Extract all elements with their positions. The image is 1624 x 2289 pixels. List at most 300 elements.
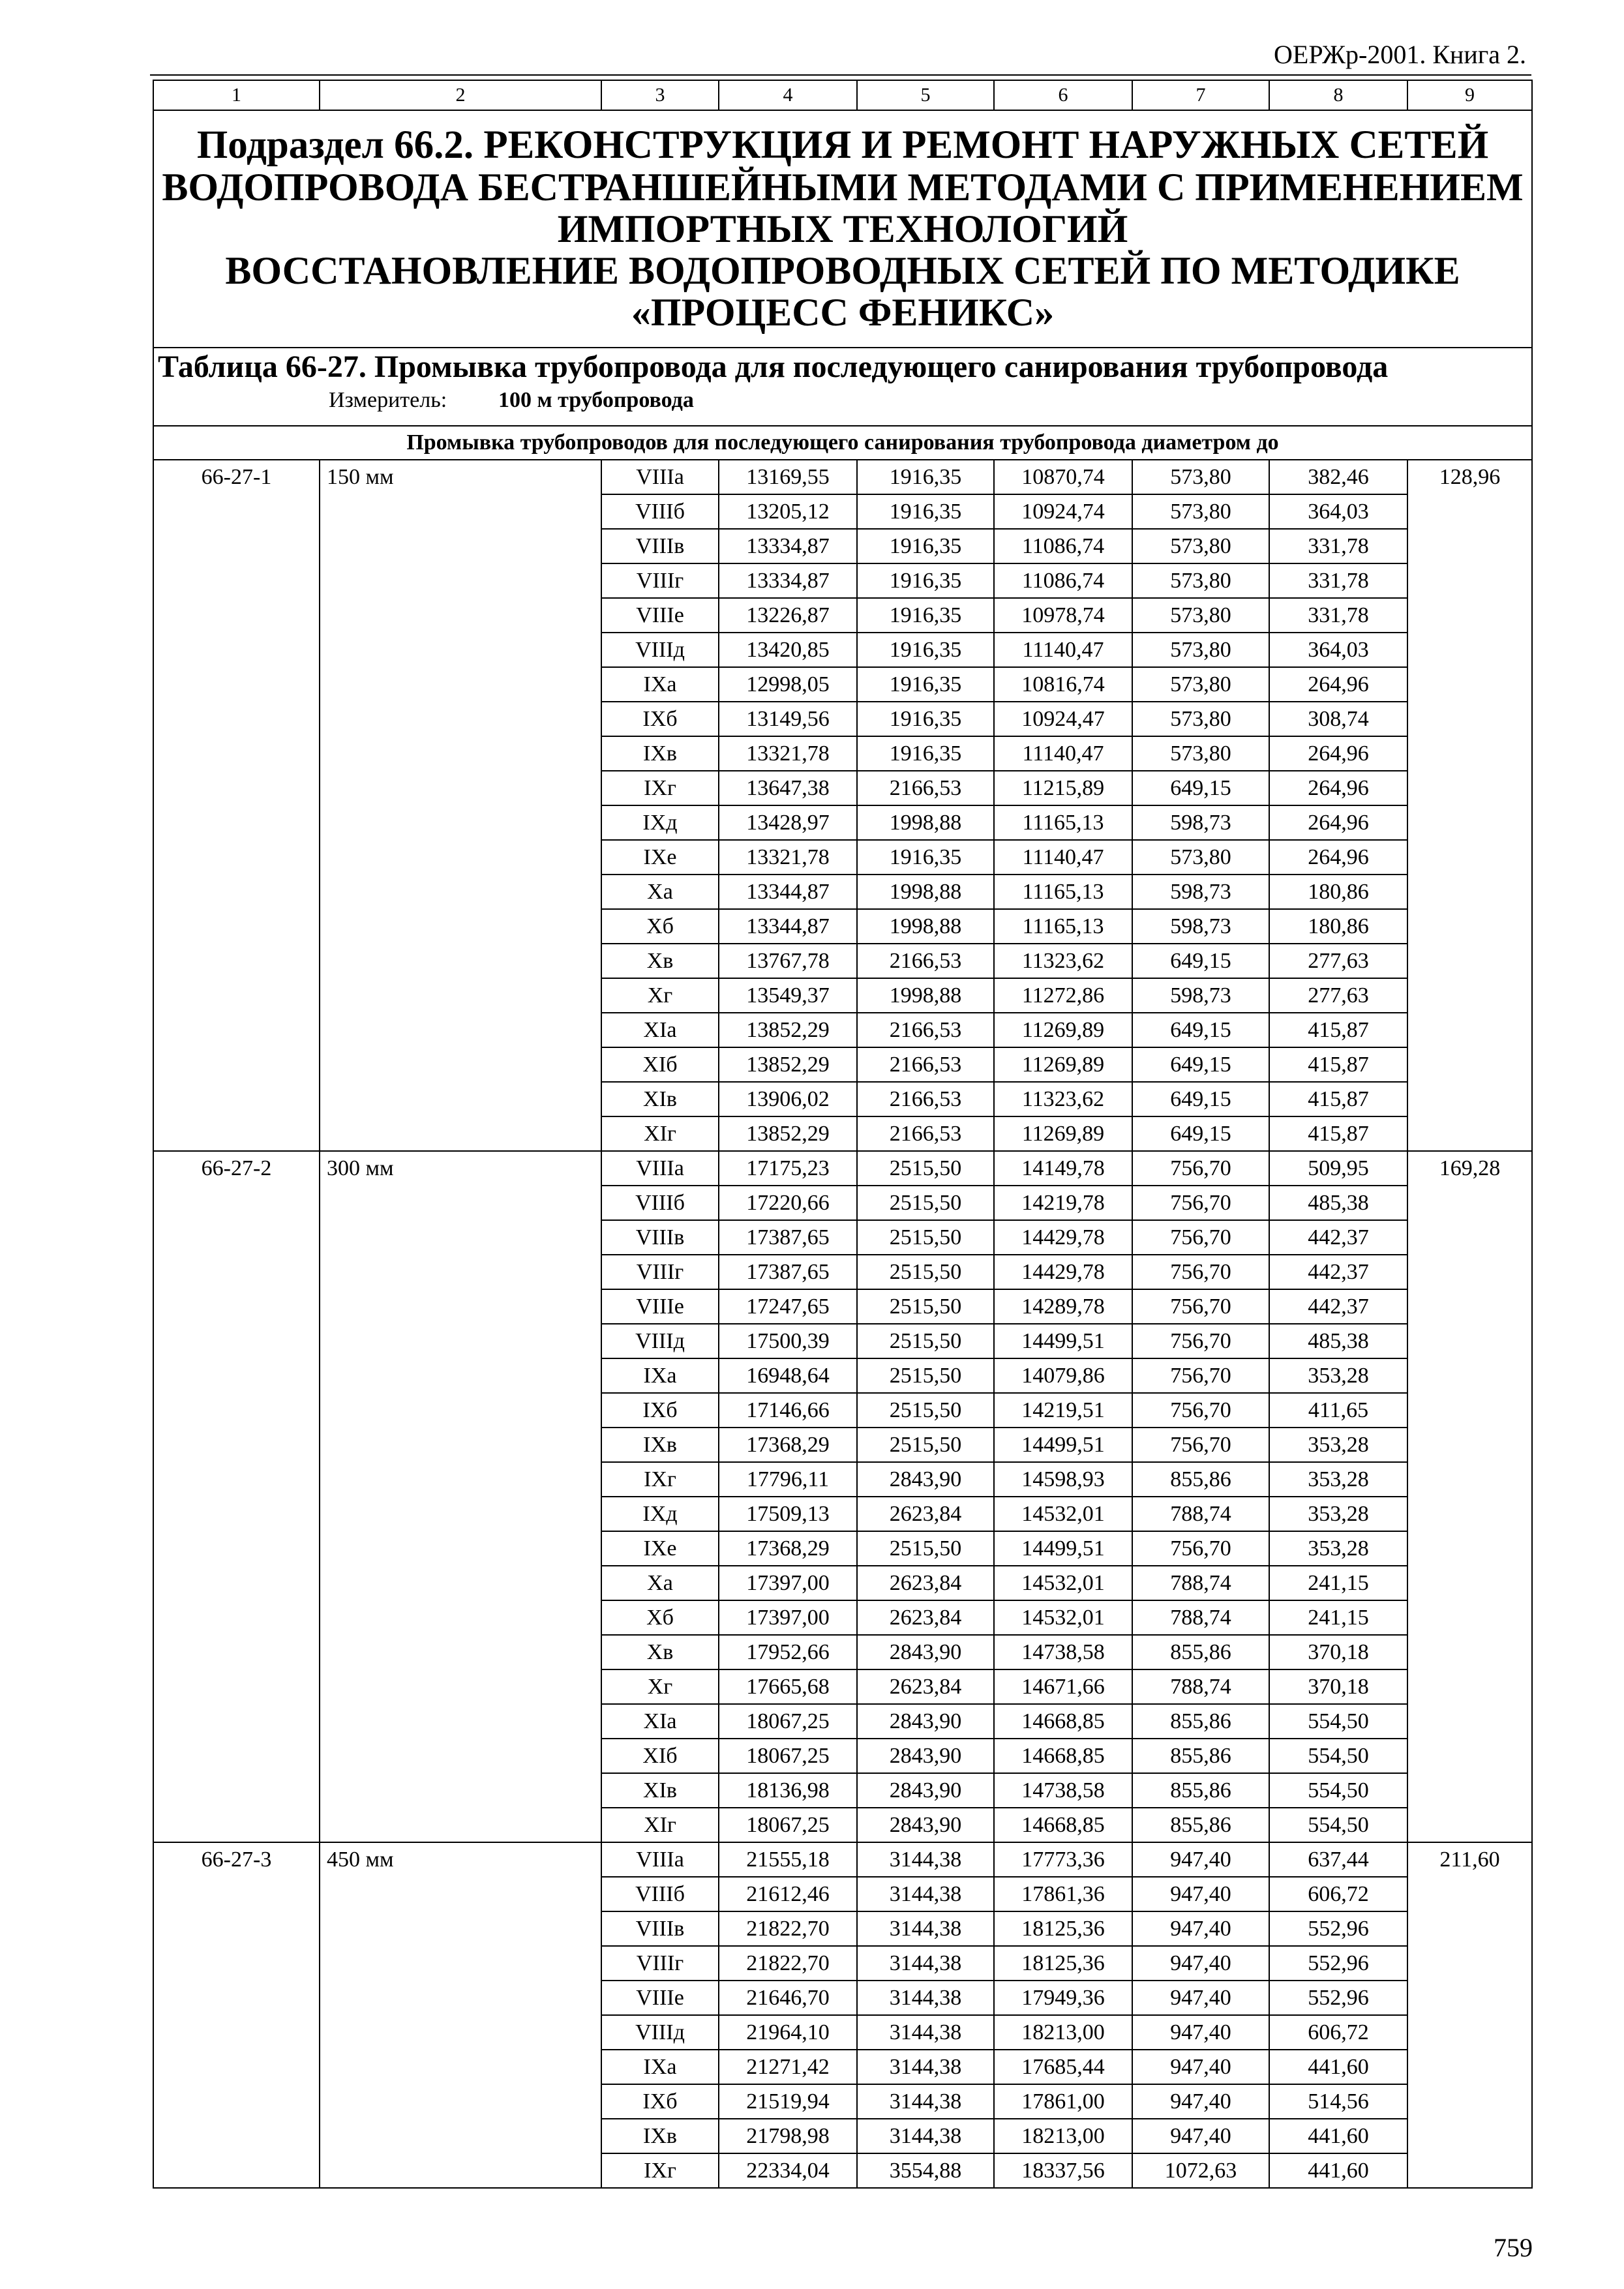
operator-wage: 573,80 — [1132, 460, 1269, 494]
labor-hours: 128,96 — [1407, 460, 1532, 1151]
labor-cost: 2515,50 — [857, 1255, 994, 1289]
machine-cost: 17949,36 — [994, 1981, 1132, 2015]
material-cost: 552,96 — [1269, 1981, 1407, 2015]
labor-cost: 2843,90 — [857, 1704, 994, 1739]
operator-wage: 756,70 — [1132, 1393, 1269, 1428]
machine-cost: 11215,89 — [994, 771, 1132, 805]
operator-wage: 855,86 — [1132, 1808, 1269, 1842]
material-cost: 552,96 — [1269, 1946, 1407, 1981]
operator-wage: 947,40 — [1132, 1946, 1269, 1981]
column-number: 6 — [994, 80, 1132, 110]
total-cost: 13226,87 — [719, 598, 857, 633]
total-cost: 17665,68 — [719, 1669, 857, 1704]
region-class: IXе — [601, 1531, 719, 1566]
machine-cost: 11086,74 — [994, 563, 1132, 598]
labor-cost: 2623,84 — [857, 1497, 994, 1531]
machine-cost: 17861,36 — [994, 1877, 1132, 1911]
material-cost: 331,78 — [1269, 529, 1407, 563]
region-class: VIIIв — [601, 529, 719, 563]
region-class: IXг — [601, 2153, 719, 2188]
total-cost: 13647,38 — [719, 771, 857, 805]
material-cost: 353,28 — [1269, 1531, 1407, 1566]
labor-cost: 3144,38 — [857, 1911, 994, 1946]
machine-cost: 18213,00 — [994, 2015, 1132, 2050]
total-cost: 22334,04 — [719, 2153, 857, 2188]
total-cost: 13344,87 — [719, 909, 857, 944]
machine-cost: 14219,51 — [994, 1393, 1132, 1428]
labor-cost: 2515,50 — [857, 1151, 994, 1186]
total-cost: 17146,66 — [719, 1393, 857, 1428]
region-class: VIIIд — [601, 1324, 719, 1358]
material-cost: 411,65 — [1269, 1393, 1407, 1428]
machine-cost: 18125,36 — [994, 1911, 1132, 1946]
region-class: IXа — [601, 667, 719, 702]
total-cost: 13334,87 — [719, 563, 857, 598]
operator-wage: 573,80 — [1132, 563, 1269, 598]
operator-wage: 649,15 — [1132, 1013, 1269, 1047]
region-class: VIIIе — [601, 1289, 719, 1324]
labor-cost: 3144,38 — [857, 2015, 994, 2050]
region-class: Xв — [601, 944, 719, 978]
machine-cost: 11269,89 — [994, 1013, 1132, 1047]
operator-wage: 573,80 — [1132, 633, 1269, 667]
machine-cost: 14668,85 — [994, 1808, 1132, 1842]
total-cost: 16948,64 — [719, 1358, 857, 1393]
region-class: IXа — [601, 2050, 719, 2084]
labor-cost: 1916,35 — [857, 494, 994, 529]
material-cost: 485,38 — [1269, 1186, 1407, 1220]
material-cost: 415,87 — [1269, 1116, 1407, 1151]
material-cost: 637,44 — [1269, 1842, 1407, 1877]
operator-wage: 947,40 — [1132, 1911, 1269, 1946]
table-title-row — [153, 348, 1532, 426]
material-cost: 554,50 — [1269, 1739, 1407, 1773]
operator-wage: 573,80 — [1132, 736, 1269, 771]
table-title: Таблица 66-27. Промывка трубопровода для последующего санирования трубопровода — [158, 350, 1389, 384]
page-number: 759 — [1494, 2233, 1533, 2262]
machine-cost: 11086,74 — [994, 529, 1132, 563]
labor-cost: 1916,35 — [857, 840, 994, 875]
labor-cost: 2166,53 — [857, 771, 994, 805]
machine-cost: 11140,47 — [994, 736, 1132, 771]
operator-wage: 756,70 — [1132, 1428, 1269, 1462]
labor-cost: 2166,53 — [857, 1013, 994, 1047]
material-cost: 442,37 — [1269, 1220, 1407, 1255]
operator-wage: 855,86 — [1132, 1704, 1269, 1739]
operator-wage: 649,15 — [1132, 771, 1269, 805]
total-cost: 21519,94 — [719, 2084, 857, 2119]
operator-wage: 855,86 — [1132, 1635, 1269, 1669]
material-cost: 441,60 — [1269, 2153, 1407, 2188]
material-cost: 382,46 — [1269, 460, 1407, 494]
labor-cost: 2515,50 — [857, 1531, 994, 1566]
machine-cost: 11165,13 — [994, 909, 1132, 944]
total-cost: 12998,05 — [719, 667, 857, 702]
labor-cost: 2843,90 — [857, 1808, 994, 1842]
operator-wage: 947,40 — [1132, 2119, 1269, 2153]
machine-cost: 11269,89 — [994, 1047, 1132, 1082]
total-cost: 17796,11 — [719, 1462, 857, 1497]
total-cost: 21271,42 — [719, 2050, 857, 2084]
region-class: IXб — [601, 1393, 719, 1428]
material-cost: 264,96 — [1269, 736, 1407, 771]
rate-code: 66-27-3 — [153, 1842, 320, 2188]
running-head: ОЕРЖр-2001. Книга 2. — [1274, 40, 1526, 69]
total-cost: 13344,87 — [719, 875, 857, 909]
unit-value: 100 м трубопровода — [498, 388, 694, 412]
material-cost: 264,96 — [1269, 840, 1407, 875]
material-cost: 331,78 — [1269, 598, 1407, 633]
region-class: VIIIе — [601, 1981, 719, 2015]
column-number: 3 — [601, 80, 719, 110]
total-cost: 13852,29 — [719, 1116, 857, 1151]
section-title-line: «ПРОЦЕСС ФЕНИКС» — [631, 291, 1055, 334]
material-cost: 353,28 — [1269, 1358, 1407, 1393]
material-cost: 552,96 — [1269, 1911, 1407, 1946]
region-class: VIIIг — [601, 1946, 719, 1981]
total-cost: 13549,37 — [719, 978, 857, 1013]
total-cost: 18067,25 — [719, 1704, 857, 1739]
total-cost: 13334,87 — [719, 529, 857, 563]
region-class: VIIIв — [601, 1911, 719, 1946]
labor-cost: 3144,38 — [857, 2050, 994, 2084]
operator-wage: 756,70 — [1132, 1358, 1269, 1393]
total-cost: 13321,78 — [719, 840, 857, 875]
machine-cost: 14532,01 — [994, 1600, 1132, 1635]
total-cost: 21646,70 — [719, 1981, 857, 2015]
machine-cost: 14738,58 — [994, 1635, 1132, 1669]
total-cost: 13428,97 — [719, 805, 857, 840]
material-cost: 277,63 — [1269, 944, 1407, 978]
material-cost: 442,37 — [1269, 1289, 1407, 1324]
total-cost: 21822,70 — [719, 1911, 857, 1946]
section-title-row — [153, 110, 1532, 348]
operator-wage: 947,40 — [1132, 2084, 1269, 2119]
labor-cost: 3554,88 — [857, 2153, 994, 2188]
labor-cost: 3144,38 — [857, 2119, 994, 2153]
machine-cost: 14079,86 — [994, 1358, 1132, 1393]
material-cost: 441,60 — [1269, 2050, 1407, 2084]
total-cost: 17220,66 — [719, 1186, 857, 1220]
material-cost: 606,72 — [1269, 2015, 1407, 2050]
machine-cost: 14671,66 — [994, 1669, 1132, 1704]
machine-cost: 14289,78 — [994, 1289, 1132, 1324]
region-class: VIIIб — [601, 1877, 719, 1911]
machine-cost: 10870,74 — [994, 460, 1132, 494]
total-cost: 18067,25 — [719, 1739, 857, 1773]
total-cost: 17952,66 — [719, 1635, 857, 1669]
labor-cost: 1916,35 — [857, 460, 994, 494]
total-cost: 17397,00 — [719, 1566, 857, 1600]
table-row — [153, 1842, 1532, 1877]
machine-cost: 11272,86 — [994, 978, 1132, 1013]
region-class: IXб — [601, 702, 719, 736]
machine-cost: 14598,93 — [994, 1462, 1132, 1497]
total-cost: 17368,29 — [719, 1428, 857, 1462]
material-cost: 277,63 — [1269, 978, 1407, 1013]
region-class: XIа — [601, 1013, 719, 1047]
region-class: Xа — [601, 1566, 719, 1600]
labor-cost: 2623,84 — [857, 1566, 994, 1600]
section-title — [153, 110, 1532, 348]
material-cost: 554,50 — [1269, 1808, 1407, 1842]
region-class: XIг — [601, 1808, 719, 1842]
table-row — [153, 460, 1532, 494]
region-class: IXб — [601, 2084, 719, 2119]
region-class: Xв — [601, 1635, 719, 1669]
labor-cost: 1916,35 — [857, 633, 994, 667]
region-class: VIIIа — [601, 1842, 719, 1877]
machine-cost: 14532,01 — [994, 1566, 1132, 1600]
operator-wage: 756,70 — [1132, 1220, 1269, 1255]
region-class: VIIIд — [601, 2015, 719, 2050]
material-cost: 241,15 — [1269, 1566, 1407, 1600]
machine-cost: 10978,74 — [994, 598, 1132, 633]
operator-wage: 598,73 — [1132, 805, 1269, 840]
subsection-label: Промывка трубопроводов для последующего санирования трубопровода диаметром до — [153, 426, 1532, 460]
region-class: IXа — [601, 1358, 719, 1393]
region-class: XIб — [601, 1739, 719, 1773]
unit-label: Измеритель: — [329, 388, 447, 412]
pipe-diameter: 450 мм — [320, 1842, 601, 2188]
total-cost: 21822,70 — [719, 1946, 857, 1981]
machine-cost: 14499,51 — [994, 1428, 1132, 1462]
operator-wage: 788,74 — [1132, 1669, 1269, 1704]
operator-wage: 947,40 — [1132, 2050, 1269, 2084]
total-cost: 13420,85 — [719, 633, 857, 667]
header-rule — [150, 74, 1531, 76]
machine-cost: 14429,78 — [994, 1255, 1132, 1289]
operator-wage: 573,80 — [1132, 598, 1269, 633]
labor-cost: 2515,50 — [857, 1428, 994, 1462]
operator-wage: 947,40 — [1132, 1981, 1269, 2015]
material-cost: 370,18 — [1269, 1669, 1407, 1704]
labor-cost: 2515,50 — [857, 1393, 994, 1428]
region-class: IXв — [601, 1428, 719, 1462]
machine-cost: 14738,58 — [994, 1773, 1132, 1808]
machine-cost: 17685,44 — [994, 2050, 1132, 2084]
region-class: Xа — [601, 875, 719, 909]
total-cost: 13149,56 — [719, 702, 857, 736]
material-cost: 514,56 — [1269, 2084, 1407, 2119]
operator-wage: 649,15 — [1132, 1116, 1269, 1151]
labor-cost: 2843,90 — [857, 1635, 994, 1669]
total-cost: 17247,65 — [719, 1289, 857, 1324]
operator-wage: 855,86 — [1132, 1773, 1269, 1808]
table-caption — [153, 348, 1532, 426]
total-cost: 17397,00 — [719, 1600, 857, 1635]
operator-wage: 756,70 — [1132, 1289, 1269, 1324]
material-cost: 264,96 — [1269, 667, 1407, 702]
operator-wage: 947,40 — [1132, 1842, 1269, 1877]
material-cost: 241,15 — [1269, 1600, 1407, 1635]
total-cost: 17387,65 — [719, 1220, 857, 1255]
region-class: VIIIг — [601, 563, 719, 598]
labor-cost: 2515,50 — [857, 1358, 994, 1393]
material-cost: 415,87 — [1269, 1013, 1407, 1047]
pipe-diameter: 300 мм — [320, 1151, 601, 1842]
material-cost: 370,18 — [1269, 1635, 1407, 1669]
labor-cost: 1998,88 — [857, 875, 994, 909]
rate-code: 66-27-1 — [153, 460, 320, 1151]
operator-wage: 855,86 — [1132, 1462, 1269, 1497]
material-cost: 509,95 — [1269, 1151, 1407, 1186]
region-class: IXв — [601, 736, 719, 771]
labor-cost: 2843,90 — [857, 1773, 994, 1808]
operator-wage: 788,74 — [1132, 1566, 1269, 1600]
material-cost: 353,28 — [1269, 1462, 1407, 1497]
material-cost: 264,96 — [1269, 771, 1407, 805]
machine-cost: 10924,74 — [994, 494, 1132, 529]
machine-cost: 11165,13 — [994, 875, 1132, 909]
operator-wage: 573,80 — [1132, 529, 1269, 563]
total-cost: 18067,25 — [719, 1808, 857, 1842]
section-title-line: ВОДОПРОВОДА БЕСТРАНШЕЙНЫМИ МЕТОДАМИ С ПРИМЕНЕНИЕМ — [162, 166, 1524, 209]
total-cost: 17500,39 — [719, 1324, 857, 1358]
total-cost: 17175,23 — [719, 1151, 857, 1186]
labor-cost: 1916,35 — [857, 702, 994, 736]
labor-cost: 2166,53 — [857, 1116, 994, 1151]
column-number-row — [153, 80, 1532, 110]
machine-cost: 11269,89 — [994, 1116, 1132, 1151]
pipe-diameter: 150 мм — [320, 460, 601, 1151]
machine-cost: 10924,47 — [994, 702, 1132, 736]
material-cost: 180,86 — [1269, 909, 1407, 944]
machine-cost: 10816,74 — [994, 667, 1132, 702]
total-cost: 13852,29 — [719, 1013, 857, 1047]
operator-wage: 598,73 — [1132, 909, 1269, 944]
labor-cost: 2843,90 — [857, 1462, 994, 1497]
total-cost: 17509,13 — [719, 1497, 857, 1531]
operator-wage: 756,70 — [1132, 1324, 1269, 1358]
material-cost: 331,78 — [1269, 563, 1407, 598]
column-number: 7 — [1132, 80, 1269, 110]
material-cost: 554,50 — [1269, 1704, 1407, 1739]
section-title-line: Подраздел 66.2. РЕКОНСТРУКЦИЯ И РЕМОНТ НАРУЖНЫХ СЕТЕЙ — [196, 123, 1489, 167]
machine-cost: 14149,78 — [994, 1151, 1132, 1186]
machine-cost: 11140,47 — [994, 840, 1132, 875]
operator-wage: 788,74 — [1132, 1497, 1269, 1531]
region-class: XIв — [601, 1082, 719, 1116]
region-class: IXг — [601, 771, 719, 805]
operator-wage: 649,15 — [1132, 944, 1269, 978]
column-number: 4 — [719, 80, 857, 110]
rates-table — [153, 80, 1533, 2189]
machine-cost: 11165,13 — [994, 805, 1132, 840]
region-class: IXд — [601, 1497, 719, 1531]
material-cost: 442,37 — [1269, 1255, 1407, 1289]
total-cost: 21798,98 — [719, 2119, 857, 2153]
table-row — [153, 1151, 1532, 1186]
labor-cost: 1916,35 — [857, 598, 994, 633]
total-cost: 13169,55 — [719, 460, 857, 494]
total-cost: 13767,78 — [719, 944, 857, 978]
machine-cost: 11323,62 — [994, 944, 1132, 978]
operator-wage: 756,70 — [1132, 1255, 1269, 1289]
operator-wage: 649,15 — [1132, 1047, 1269, 1082]
total-cost: 21555,18 — [719, 1842, 857, 1877]
region-class: VIIIд — [601, 633, 719, 667]
column-number: 5 — [857, 80, 994, 110]
operator-wage: 598,73 — [1132, 978, 1269, 1013]
material-cost: 441,60 — [1269, 2119, 1407, 2153]
region-class: XIв — [601, 1773, 719, 1808]
labor-cost: 2166,53 — [857, 1082, 994, 1116]
region-class: Xг — [601, 978, 719, 1013]
labor-cost: 1916,35 — [857, 563, 994, 598]
material-cost: 353,28 — [1269, 1428, 1407, 1462]
region-class: Xб — [601, 1600, 719, 1635]
material-cost: 264,96 — [1269, 805, 1407, 840]
column-number: 9 — [1407, 80, 1532, 110]
section-title-line: ИМПОРТНЫХ ТЕХНОЛОГИЙ — [557, 207, 1128, 250]
region-class: VIIIа — [601, 1151, 719, 1186]
material-cost: 606,72 — [1269, 1877, 1407, 1911]
material-cost: 415,87 — [1269, 1047, 1407, 1082]
labor-hours: 211,60 — [1407, 1842, 1532, 2188]
region-class: IXв — [601, 2119, 719, 2153]
region-class: Xг — [601, 1669, 719, 1704]
machine-cost: 14499,51 — [994, 1324, 1132, 1358]
operator-wage: 855,86 — [1132, 1739, 1269, 1773]
labor-cost: 2843,90 — [857, 1739, 994, 1773]
machine-cost: 14499,51 — [994, 1531, 1132, 1566]
operator-wage: 649,15 — [1132, 1082, 1269, 1116]
labor-cost: 1998,88 — [857, 909, 994, 944]
labor-cost: 1916,35 — [857, 736, 994, 771]
operator-wage: 947,40 — [1132, 2015, 1269, 2050]
labor-cost: 2166,53 — [857, 944, 994, 978]
region-class: XIг — [601, 1116, 719, 1151]
labor-cost: 2515,50 — [857, 1289, 994, 1324]
column-number: 1 — [153, 80, 320, 110]
labor-cost: 2515,50 — [857, 1186, 994, 1220]
column-number: 8 — [1269, 80, 1407, 110]
material-cost: 308,74 — [1269, 702, 1407, 736]
region-class: VIIIб — [601, 1186, 719, 1220]
operator-wage: 1072,63 — [1132, 2153, 1269, 2188]
machine-cost: 14219,78 — [994, 1186, 1132, 1220]
labor-cost: 3144,38 — [857, 2084, 994, 2119]
region-class: IXд — [601, 805, 719, 840]
material-cost: 353,28 — [1269, 1497, 1407, 1531]
labor-cost: 3144,38 — [857, 1981, 994, 2015]
total-cost: 21612,46 — [719, 1877, 857, 1911]
machine-cost: 14532,01 — [994, 1497, 1132, 1531]
total-cost: 13321,78 — [719, 736, 857, 771]
material-cost: 554,50 — [1269, 1773, 1407, 1808]
region-class: XIа — [601, 1704, 719, 1739]
subsection-row — [153, 426, 1532, 460]
material-cost: 415,87 — [1269, 1082, 1407, 1116]
machine-cost: 11140,47 — [994, 633, 1132, 667]
labor-cost: 1916,35 — [857, 667, 994, 702]
operator-wage: 756,70 — [1132, 1151, 1269, 1186]
total-cost: 13852,29 — [719, 1047, 857, 1082]
material-cost: 364,03 — [1269, 633, 1407, 667]
machine-cost: 17861,00 — [994, 2084, 1132, 2119]
labor-cost: 3144,38 — [857, 1877, 994, 1911]
machine-cost: 18125,36 — [994, 1946, 1132, 1981]
total-cost: 13906,02 — [719, 1082, 857, 1116]
material-cost: 180,86 — [1269, 875, 1407, 909]
labor-cost: 1998,88 — [857, 978, 994, 1013]
machine-cost: 18213,00 — [994, 2119, 1132, 2153]
region-class: VIIIе — [601, 598, 719, 633]
labor-cost: 1916,35 — [857, 529, 994, 563]
labor-cost: 3144,38 — [857, 1946, 994, 1981]
material-cost: 485,38 — [1269, 1324, 1407, 1358]
